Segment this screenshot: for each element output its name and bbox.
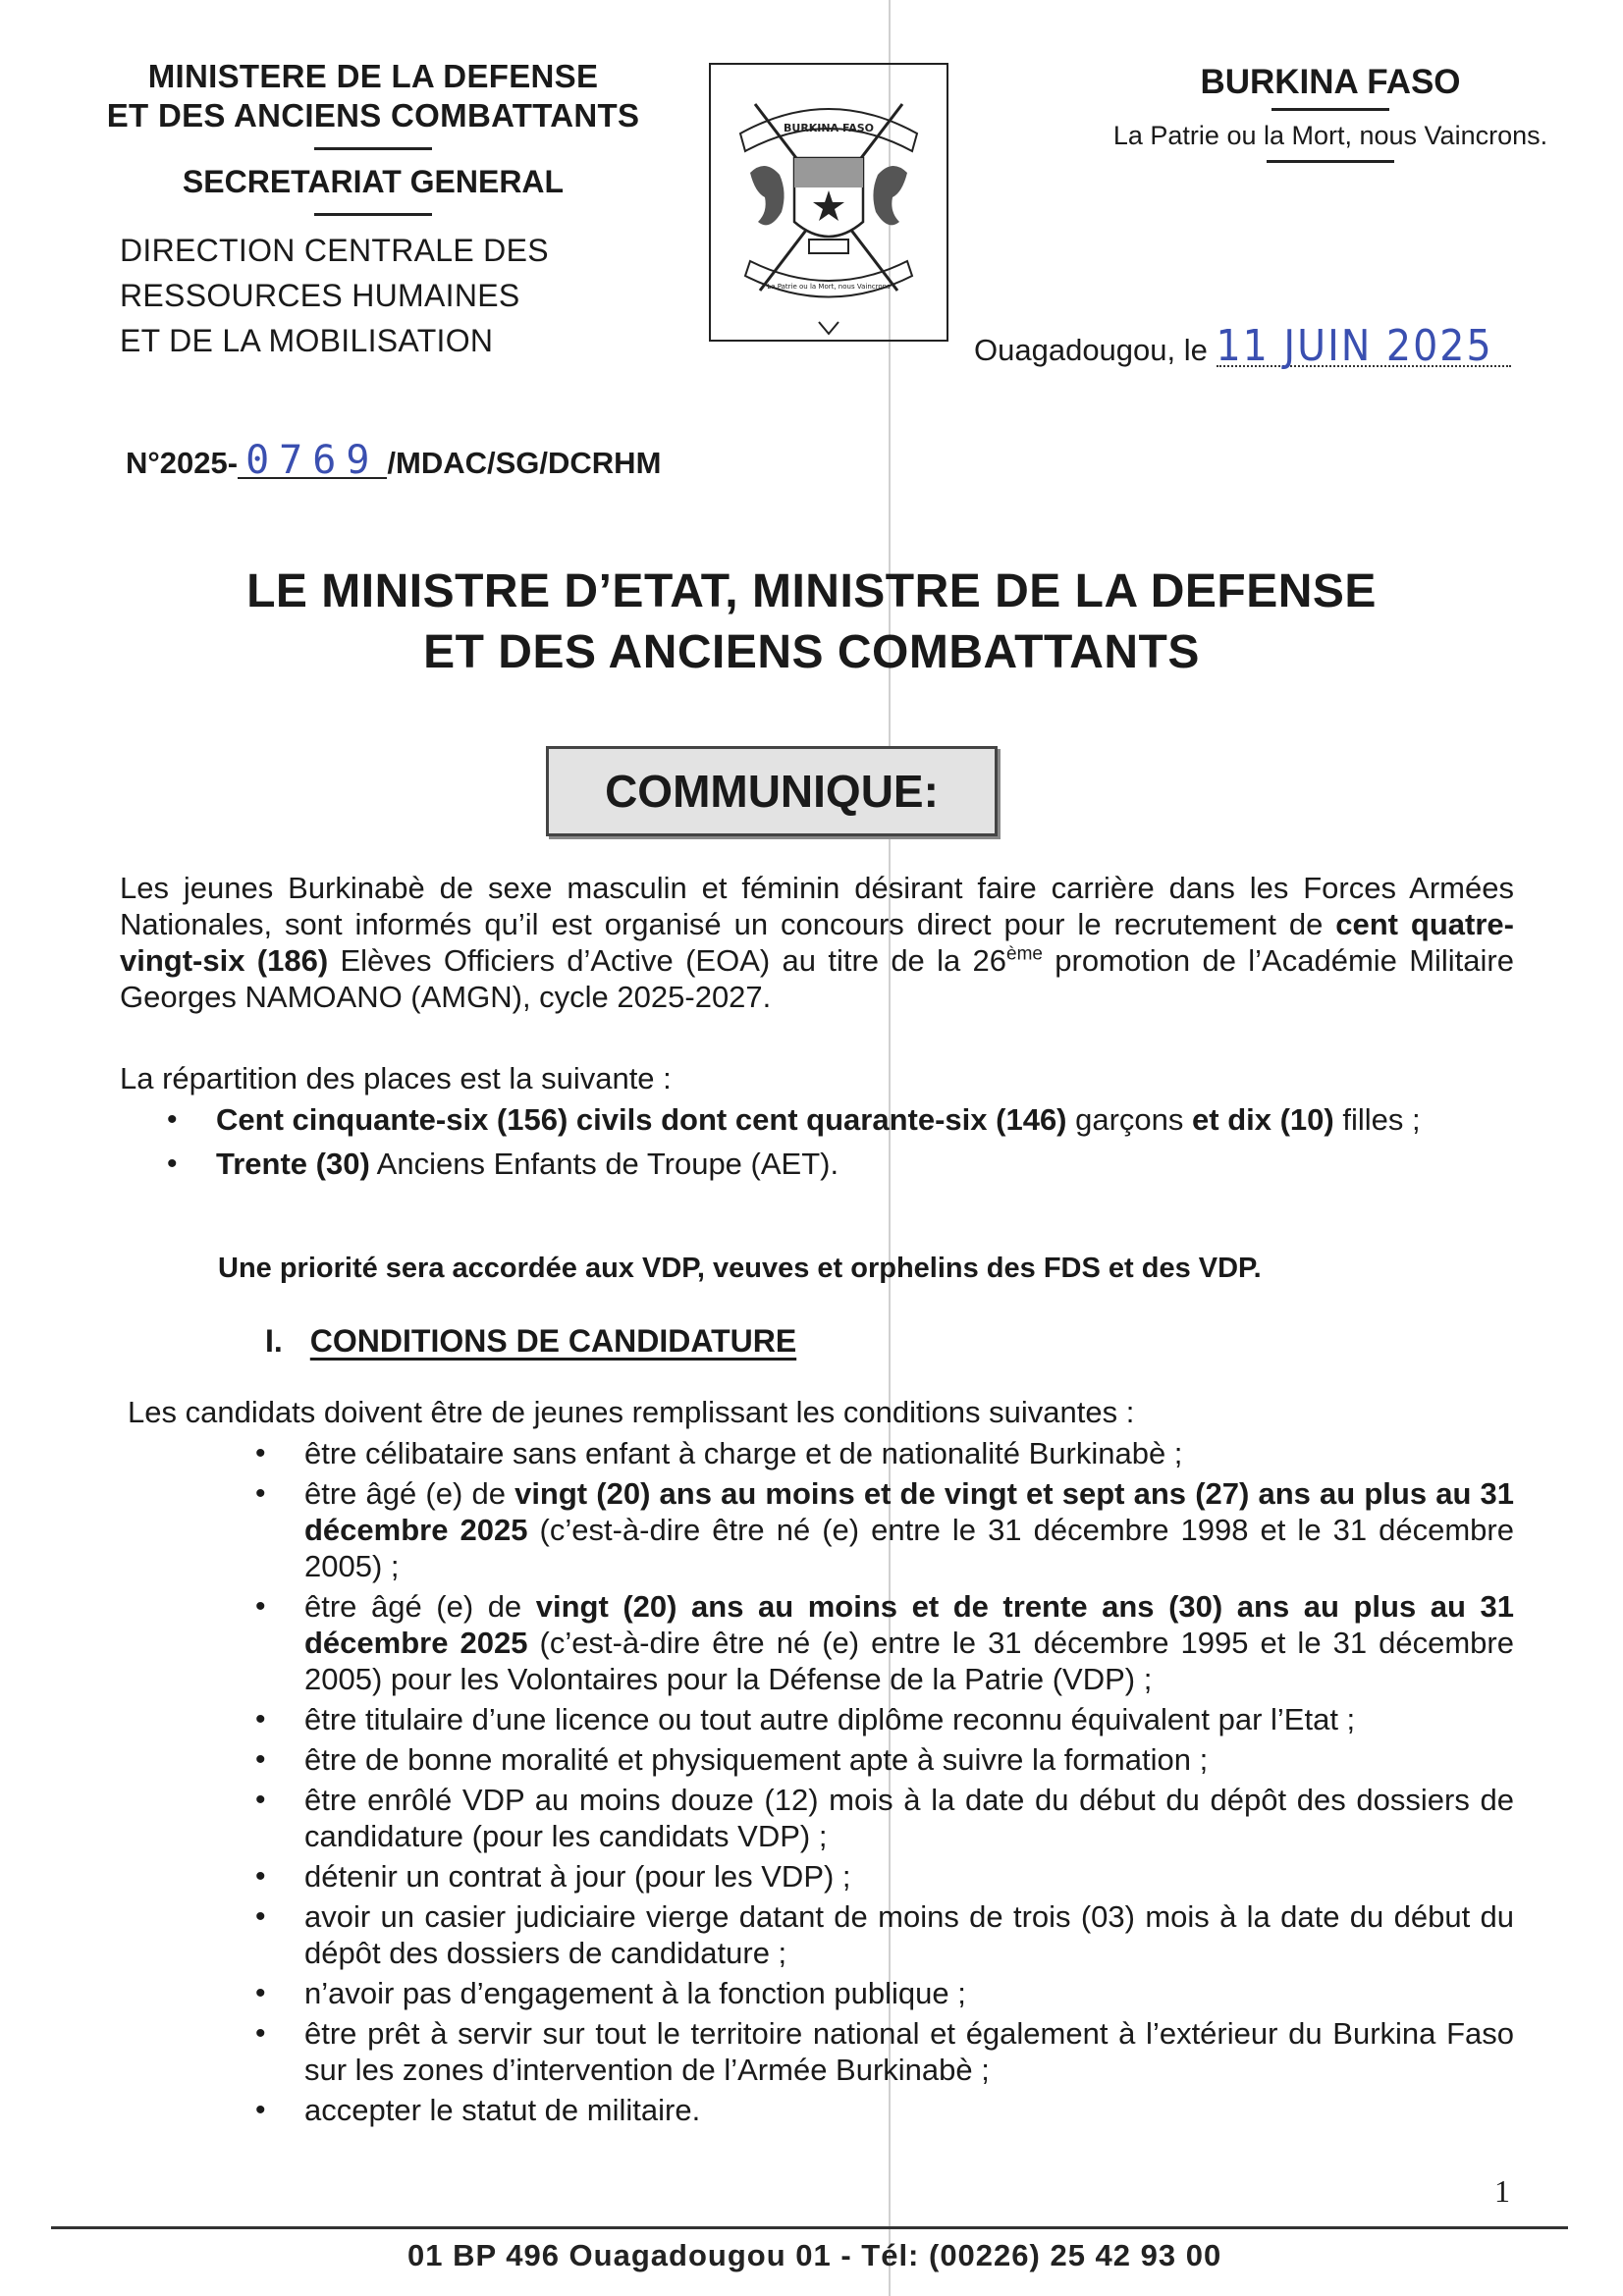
bullet-icon: • xyxy=(255,1437,266,1469)
header-left xyxy=(69,57,677,363)
distribution-lead: La répartition des places est la suivante : xyxy=(120,1061,672,1095)
list-item xyxy=(255,1782,1514,1854)
condition-text: accepter le statut de militaire. xyxy=(304,2093,701,2127)
national-motto: La Patrie ou la Mort, nous Vaincrons. xyxy=(1112,121,1548,150)
bullet-icon: • xyxy=(255,1590,266,1623)
list-item xyxy=(255,1898,1514,1971)
distribution-item2-bold: Trente (30) xyxy=(216,1147,370,1181)
condition-text: être âgé (e) de xyxy=(304,1476,515,1511)
country-name: BURKINA FASO xyxy=(1200,63,1461,101)
ministry-name-line2: ET DES ANCIENS COMBATTANTS xyxy=(106,97,640,133)
bullet-icon: • xyxy=(255,1900,266,1933)
divider xyxy=(1271,108,1389,111)
conditions-lead: Les candidats doivent être de jeunes remplissant les conditions suivantes : xyxy=(128,1395,1135,1429)
conditions-list xyxy=(255,1435,1514,2128)
bullet-icon: • xyxy=(255,1703,266,1735)
list-item xyxy=(255,1741,1514,1778)
distribution-item1-bold: Cent cinquante-six (156) civils dont cent quarante-six (146) xyxy=(216,1102,1067,1137)
direction-line1: DIRECTION CENTRALE DES xyxy=(120,233,549,268)
intro-bold-count: cent quatre-vingt-six (186) xyxy=(120,907,1514,978)
condition-text: être titulaire d’une licence ou tout autre diplôme reconnu équivalent par l’Etat ; xyxy=(304,1702,1356,1736)
footer-divider xyxy=(51,2226,1568,2229)
list-item xyxy=(167,1146,1512,1182)
emblem-banner-text: BURKINA FASO xyxy=(784,122,874,134)
place-and-date xyxy=(974,321,1511,371)
communique-label: COMMUNIQUE: xyxy=(546,746,998,836)
list-item xyxy=(255,1588,1514,1697)
divider xyxy=(1267,160,1394,163)
distribution-item1-rest: filles ; xyxy=(1333,1102,1421,1137)
list-item xyxy=(255,2092,1514,2128)
ministry-name-line1: MINISTERE DE LA DEFENSE xyxy=(147,58,599,94)
priority-note: Une priorité sera accordée aux VDP, veuves et orphelins des FDS et des VDP. xyxy=(218,1253,1262,1284)
condition-text: (c’est-à-dire être né (e) entre le 31 décembre 1998 et le 31 décembre 2005) ; xyxy=(304,1513,1514,1583)
intro-superscript: ème xyxy=(1006,943,1043,965)
condition-text: être de bonne moralité et physiquement apte à suivre la formation ; xyxy=(304,1742,1209,1777)
distribution-list xyxy=(167,1101,1512,1182)
condition-text: n’avoir pas d’engagement à la fonction publique ; xyxy=(304,1976,966,2010)
bullet-icon: • xyxy=(255,1477,266,1510)
list-item xyxy=(255,2015,1514,2088)
condition-text: détenir un contrat à jour (pour les VDP) ; xyxy=(304,1859,851,1894)
document-title xyxy=(0,561,1623,683)
list-item xyxy=(255,1701,1514,1737)
bullet-icon: • xyxy=(255,2017,266,2050)
distribution-item1-text: garçons xyxy=(1066,1102,1193,1137)
condition-text: (c’est-à-dire être né (e) entre le 31 décembre 1995 et le 31 décembre 2005) pour les Volontaires pour la Défense de la Patrie (VDP) ; xyxy=(304,1626,1514,1696)
condition-text: avoir un casier judiciaire vierge datant de moins de trois (03) mois à la date du début du dépôt des dossiers de candidature ; xyxy=(304,1899,1514,1970)
condition-text: être prêt à servir sur tout le territoire national et également à l’extérieur du Burkina Faso sur les zones d’intervention de l’Armée Burkinabè ; xyxy=(304,2016,1514,2087)
section-title: CONDITIONS DE CANDIDATURE xyxy=(309,1323,797,1359)
bullet-icon: • xyxy=(255,2094,266,2126)
date-stamp: 11 JUIN 2025 xyxy=(1217,328,1511,367)
coat-of-arms-icon xyxy=(709,63,948,342)
header-right xyxy=(1100,61,1561,163)
reference-number xyxy=(126,438,662,483)
intro-paragraph xyxy=(120,870,1514,1015)
condition-bold: vingt (20) ans au moins et de trente ans (30) ans au plus au 31 décembre 2025 xyxy=(304,1589,1514,1660)
intro-text: Elèves Officiers d’Active (EOA) au titre de la 26 xyxy=(328,943,1007,978)
title-line1: LE MINISTRE D’ETAT, MINISTRE DE LA DEFENSE xyxy=(246,565,1377,617)
condition-text: être âgé (e) de xyxy=(304,1589,536,1624)
place: Ouagadougou, le xyxy=(974,333,1208,367)
distribution-item2-text: Anciens Enfants de Troupe (AET). xyxy=(369,1147,839,1181)
section-number: I. xyxy=(265,1323,283,1359)
section-heading xyxy=(265,1323,796,1360)
distribution-item1-bold2: et dix (10) xyxy=(1192,1102,1334,1137)
bullet-icon: • xyxy=(255,1743,266,1776)
bullet-icon: • xyxy=(255,1977,266,2009)
footer-address: 01 BP 496 Ouagadougou 01 - Tél: (00226) 25 42 93 00 xyxy=(407,2238,1222,2272)
list-item xyxy=(255,1475,1514,1584)
page-number: 1 xyxy=(1494,2173,1510,2209)
list-item xyxy=(255,1435,1514,1471)
bullet-icon: • xyxy=(255,1784,266,1816)
condition-text: être célibataire sans enfant à charge et de nationalité Burkinabè ; xyxy=(304,1436,1183,1470)
title-line2: ET DES ANCIENS COMBATTANTS xyxy=(423,626,1200,678)
bullet-icon: • xyxy=(167,1103,178,1136)
direction-line3: ET DE LA MOBILISATION xyxy=(120,323,494,358)
divider xyxy=(314,213,432,216)
bullet-icon: • xyxy=(167,1148,178,1180)
emblem-motto-banner: La Patrie ou la Mort, nous Vaincrons xyxy=(767,283,891,291)
condition-text: être enrôlé VDP au moins douze (12) mois à la date du début du dépôt des dossiers de candidature (pour les candidats VDP) ; xyxy=(304,1783,1514,1853)
intro-text: Les jeunes Burkinabè de sexe masculin et féminin désirant faire carrière dans les Forces Armées Nationales, sont informés qu’il est organisé un concours direct pour le recrutement de xyxy=(120,871,1514,941)
list-item xyxy=(255,1975,1514,2011)
secretariat-general: SECRETARIAT GENERAL xyxy=(182,164,565,199)
condition-bold: vingt (20) ans au moins et de vingt et sept ans (27) ans au plus au 31 décembre 2025 xyxy=(304,1476,1514,1547)
bullet-icon: • xyxy=(255,1860,266,1893)
list-item xyxy=(255,1858,1514,1895)
reference-prefix: N°2025- xyxy=(126,446,239,480)
reference-stamp-number: 0769 xyxy=(238,444,387,479)
direction-line2: RESSOURCES HUMAINES xyxy=(120,278,520,313)
list-item xyxy=(167,1101,1512,1138)
intro-text: promotion de l’Académie Militaire Georges NAMOANO (AMGN), cycle 2025-2027. xyxy=(120,943,1514,1014)
divider xyxy=(314,147,432,150)
reference-suffix: /MDAC/SG/DCRHM xyxy=(387,446,662,480)
